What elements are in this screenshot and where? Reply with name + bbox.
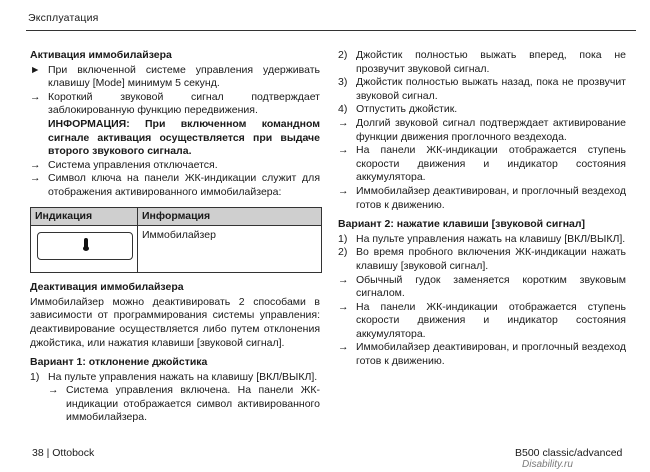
header-rule [26, 30, 636, 31]
variant1-substeps [30, 384, 320, 425]
list-item [30, 64, 320, 91]
list-text: Долгий звуковой сигнал подтверждает активирование функции движения проглочного вездехода. [356, 116, 626, 143]
list-text: Обычный гудок заменяется коротким звуковым сигналом. [356, 273, 626, 300]
variant2-steps [338, 233, 626, 369]
right-column [338, 49, 626, 369]
list-marker: 4) [338, 103, 348, 116]
list-marker: → [338, 273, 349, 286]
list-item [338, 76, 626, 103]
list-marker: → [338, 116, 349, 129]
list-marker: 2) [338, 246, 348, 259]
list-text: На панели ЖК-индикации отображается ступень скорости движения и индикатор состояния аккумулятора. [356, 300, 626, 340]
list-item [30, 91, 320, 118]
variant1-steps [30, 371, 320, 385]
list-text: Короткий звуковой сигнал подтверждает заблокированную функцию передвижения. [48, 90, 320, 117]
list-item [30, 384, 320, 425]
list-item [30, 371, 320, 385]
list-text: Иммобилайзер деактивирован, и проглочный вездеход готов к движению. [356, 184, 626, 211]
list-text: Во время пробного включения ЖК-индикации нажать клавишу [звуковой сигнал]. [356, 246, 626, 272]
list-text: Иммобилайзер деактивирован, и проглочный вездеход готов к движению. [356, 341, 626, 368]
footer-page-number: 38 | Ottobock [32, 447, 95, 459]
table-cell-info: Иммобилайзер [138, 226, 322, 273]
list-text: При включенной системе управления удерживать клавишу [Mode] минимум 5 секунд. [48, 63, 320, 90]
list-item [338, 274, 626, 301]
activation-steps [30, 64, 320, 118]
list-marker: 2) [338, 49, 348, 61]
table-header-row [31, 207, 322, 226]
list-item [338, 233, 626, 247]
activation-heading: Активация иммобилайзера [30, 49, 172, 61]
list-item [338, 49, 626, 76]
list-item [338, 341, 626, 368]
list-item [338, 117, 626, 144]
lcd-display-icon [37, 232, 133, 260]
table-header-indication: Индикация [31, 207, 138, 226]
list-marker: → [338, 341, 349, 354]
list-marker: 1) [30, 370, 40, 383]
deactivation-text: Иммобилайзер можно деактивировать 2 способами в зависимости от программирования системы управления: деактивирование осуществляется либо путем отклонения джойстика, или нажатия клавиши [звуковой сигнал]. [30, 295, 320, 349]
footer-product: B500 classic/advanced [515, 447, 623, 459]
list-marker: 1) [338, 232, 348, 245]
left-column [30, 49, 320, 425]
watermark: Disability.ru [522, 459, 573, 470]
list-marker: → [338, 300, 349, 313]
list-item [30, 159, 320, 173]
list-marker: → [30, 158, 41, 171]
running-header: Эксплуатация [28, 12, 99, 24]
list-text: На пульте управления нажать на клавишу [ВКЛ/ВЫКЛ]. [48, 370, 318, 383]
list-item [338, 103, 626, 117]
variant2-heading: Вариант 2: нажатие клавиши [звуковой сигнал] [338, 218, 586, 231]
list-marker: ► [30, 63, 41, 76]
info-text: ИНФОРМАЦИЯ: При включенном командном сигнале активация осуществляется при выдаче второго звукового сигнала. [48, 117, 320, 158]
variant1-heading: Вариант 1: отклонение джойстика [30, 356, 208, 369]
table-cell-display [31, 226, 138, 273]
list-text: Система управления включена. На панели ЖК-индикации отображается символ активированного иммобилайзера. [66, 384, 320, 424]
list-item [338, 144, 626, 185]
list-text: На панели ЖК-индикации отображается ступень скорости движения и индикатор состояния аккумулятора. [356, 144, 626, 184]
table-header-information: Информация [138, 207, 322, 226]
indication-table [30, 207, 322, 274]
info-note [30, 118, 320, 159]
list-text: Джойстик полностью выжать вперед, пока не прозвучит звуковой сигнал. [356, 49, 626, 75]
variant1-continued-steps [338, 49, 626, 212]
list-text: Джойстик полностью выжать назад, пока не прозвучит звуковой сигнал. [356, 76, 626, 102]
list-marker: 3) [338, 76, 348, 89]
list-item [338, 301, 626, 342]
list-marker: → [30, 172, 41, 185]
list-item [338, 246, 626, 273]
list-marker: → [48, 384, 59, 397]
list-marker: → [338, 144, 349, 157]
list-item [338, 185, 626, 212]
list-marker: → [338, 184, 349, 197]
key-icon [84, 238, 88, 248]
list-text: Система управления отключается. [48, 158, 218, 171]
list-marker: → [30, 90, 41, 103]
deactivation-heading: Деактивация иммобилайзера [30, 281, 184, 294]
list-item [30, 172, 320, 199]
list-text: Отпустить джойстик. [356, 103, 458, 116]
list-text: Символ ключа на панели ЖК-индикации служит для отображения активированного иммобилайзера: [48, 172, 320, 198]
table-row [31, 226, 322, 273]
list-text: На пульте управления нажать на клавишу [ВКЛ/ВЫКЛ]. [356, 232, 626, 245]
activation-results [30, 159, 320, 200]
